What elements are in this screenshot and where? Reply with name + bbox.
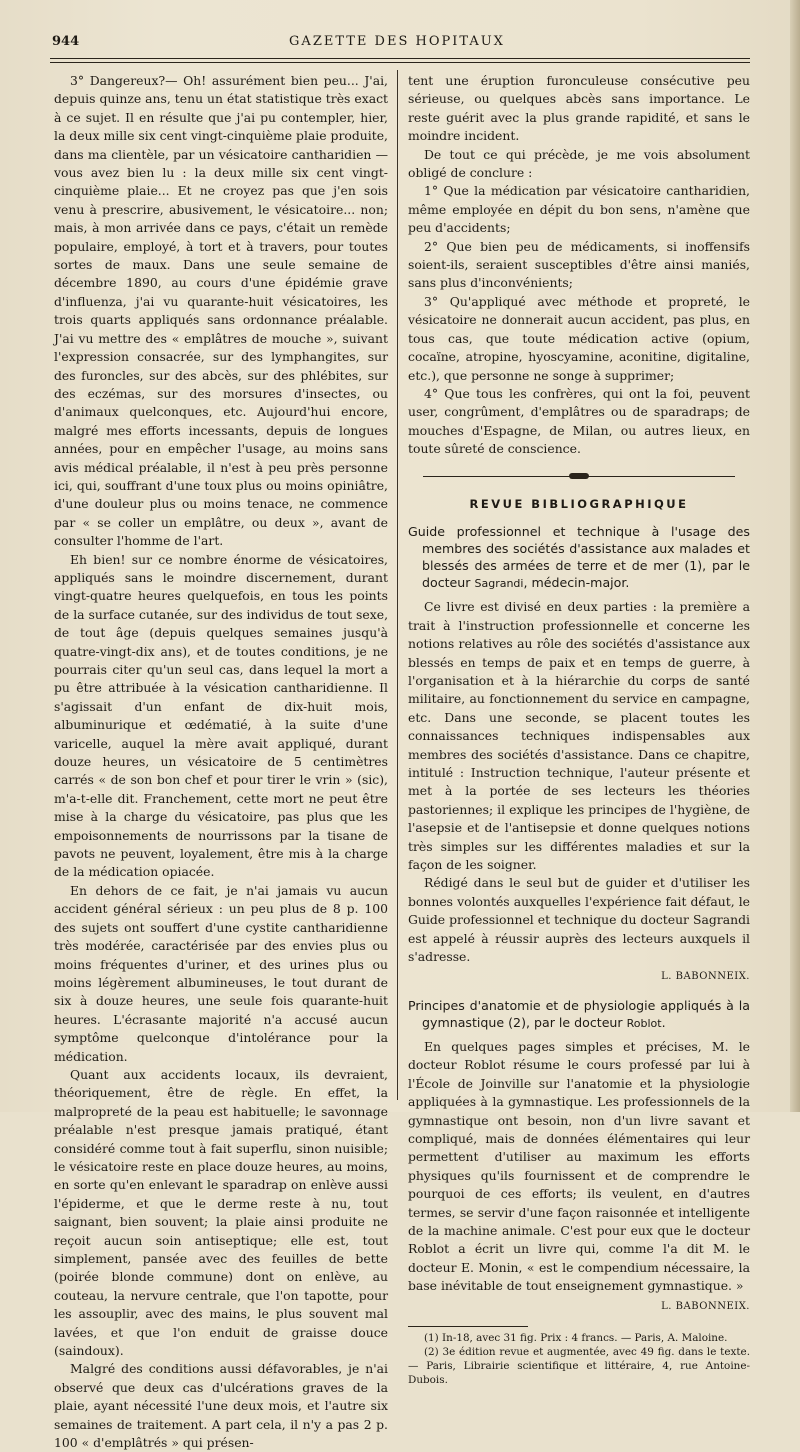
review-title-text: Guide professionnel et technique à l'usage des membres des sociétés d'assistance aux malades et blessés des armées de terre et de mer (1), par le docteur [408, 524, 750, 591]
section-title: REVUE BIBLIOGRAPHIQUE [469, 496, 689, 511]
paragraph: Rédigé dans le seul but de guider et d'utiliser les bonnes volontés auxquelles l'expérience fait défaut, le Guide professionnel et technique du docteur Sagrandi est appelé à réussir auprès des lecteurs auxquels il s'adresse. [408, 875, 750, 965]
page-header [52, 30, 742, 56]
header-rule [50, 58, 750, 59]
review-title-text: Principes d'anatomie et de physiologie appliqués à la gymnastique (2), par le docteur [408, 997, 750, 1030]
review-title-tail: , médecin-major. [523, 575, 630, 591]
journal-title: GAZETTE DES HOPITAUX [289, 34, 505, 49]
separator-line [585, 476, 735, 477]
conclusion-item: 3° Qu'appliqué avec méthode et propreté, le vésicatoire ne donnerait aucun accident, pas plus, en tous cas, que toute médication active (opium, cocaïne, atropine, hyoscyamine, aconitine, digitaline, etc.), que personne ne songe à supprimer; [408, 293, 750, 383]
conclusion-item: 2° Que bien peu de médicaments, si inoffensifs soient-ils, seraient susceptibles d'être ainsi maniés, sans plus d'inconvénients; [408, 238, 750, 291]
ornament-separator [408, 467, 750, 485]
review-title-tail: . [661, 1014, 666, 1030]
footnote: (2) 3e édition revue et augmentée, avec 49 fig. dans le texte. — Paris, Librairie scientifique et littéraire, 4, rue Antoine-Dubois. [408, 1345, 750, 1386]
review-author: Sagrandi [474, 577, 524, 591]
conclusion-item: 4° Que tous les confrères, qui ont la foi, peuvent user, congrûment, d'emplâtres ou de sparadraps; de mouches d'Espagne, de Milan, ou autres lieux, en toute sûreté de conscience. [408, 385, 750, 457]
page-number: 944 [52, 34, 80, 49]
paragraph: Ce livre est divisé en deux parties : la première a trait à l'instruction professionnelle et concerne les notions relatives au rôle des sociétés d'assistance aux blessés en temps de paix et en temps de guerre, à l'organisation et à la hiérarchie du corps de santé militaire, au fonctionnement du service en campagne, etc. Dans une seconde, se placent toutes les connaissances techniques indispensables aux membres des sociétés d'assistance. Dans ce chapitre, intitulé : Instruction technique, l'auteur présente et met à la portée de ses lecteurs les théories pastoriennes; il explique les principes de l'hygiène, de l'asepsie et de l'antisepsie et donne quelques notions très simples sur les différentes maladies et sur la façon de les soigner. [408, 599, 750, 873]
column-divider [397, 70, 398, 1100]
paragraph: En quelques pages simples et précises, M. le docteur Roblot résume le cours professé par lui à l'École de Joinville sur l'anatomie et la physiologie appliquées à la gymnastique. Les professionnels de la gymnastique ont besoin, non d'un livre savant et compliqué, mais de données élémentaires qui leur permettent d'utiliser au maximum les efforts physiques qu'ils fournissent et de comprendre le pourquoi de ces efforts; ils veulent, en d'autres termes, se servir d'une façon raisonnée et intelligente de la machine animale. C'est pour eux que le docteur Roblot a écrit un livre qui, comme l'a dit M. le docteur E. Monin, « est le compendium nécessaire, la base inévitable de tout enseignement gymnastique. » [408, 1038, 750, 1294]
footnote-rule [408, 1326, 528, 1327]
paragraph: 3° Dangereux?— Oh! assurément bien peu... J'ai, depuis quinze ans, tenu un état statistique très exact à ce sujet. Il en résulte que j'ai pu contempler, hier, la deux mille six cent vingt-cinquième plaie produite, dans ma clientèle, par un vésicatoire cantharidien — vous avez bien lu : la deux mille six cent vingt-cinquième plaie... Et ne croyez pas que j'en sois venu à prescrire, abusivement, le vésicatoire... non; mais, à mon arrivée dans ce pays, c'était un remède populaire, employé, à tort et à travers, pour toutes sortes de maux. Dans une seule semaine de décembre 1890, au cours d'une épidémie grave d'influenza, j'ai vu quarante-huit vésicatoires, les trois quarts appliqués sans ordonnance préalable. J'ai vu mettre des « emplâtres de mouche », suivant l'expression consacrée, sur des lymphangites, sur des furoncles, sur des abcès, sur des phlébites, sur des eczémas, sur des morsures d'insectes, ou d'animaux quelconques, etc. Aujourd'hui encore, malgré mes efforts incessants, depuis de longues années, pour en empêcher l'usage, au moins sans avis médical préalable, il n'est à peu près personne ici, qui, souffrant d'une toux plus ou moins opiniâtre, d'une douleur plus ou moins tenace, ne commence par « se coller un emplâtre, ou deux », avant de consulter l'homme de l'art. [54, 73, 388, 549]
paragraph: Eh bien! sur ce nombre énorme de vésicatoires, appliqués sans le moindre discernement, durant vingt-quatre heures quelquefois, en tous les points de la surface cutanée, sur des individus de tout sexe, de tout âge (depuis quelques semaines jusqu'à quatre-vingt-dix ans), et de toutes conditions, je ne pourrais citer qu'un seul cas, dans lequel la mort a pu être attribuée à la vésication cantharidienne. Il s'agissait d'un enfant de dix-huit mois, albuminurique et œdématié, à la suite d'une varicelle, auquel la mère avait appliqué, durant douze heures, un vésicatoire de 5 centimètres carrés « de son bon chef et pour tirer le vrin » (sic), m'a-t-elle dit. Franchement, cette mort ne peut être mise à la charge du vésicatoire, pas plus que les empoisonnements de nourrissons par la tisane de pavots ne peuvent, loyalement, être mis à la charge de la médication opiacée. [54, 551, 389, 880]
review-author: Roblot [626, 1016, 662, 1030]
footnote: (1) In-18, avec 31 fig. Prix : 4 francs. — Paris, A. Maloine. [424, 1331, 728, 1344]
paragraph: De tout ce qui précède, je me vois absolument obligé de conclure : [408, 146, 750, 181]
page-edge [790, 0, 800, 1112]
conclusion-item: 1° Que la médication par vésicatoire cantharidien, même employée en dépit du bon sens, n'amène que peu d'accidents; [408, 183, 750, 236]
paragraph: Quant aux accidents locaux, ils devraient, théoriquement, être de règle. En effet, la malpropreté de la peau est habituelle; le savonnage préalable n'est presque jamais pratiqué, étant considéré comme tout à fait superflu, sinon nuisible; le vésicatoire reste en place douze heures, au moins, en sorte qu'en enlevant le sparadrap on enlève aussi l'épiderme, et que le derme reste à nu, tout saignant, bien souvent; la plaie ainsi produite ne reçoit aucun soin antiseptique; elle est, tout simplement, pansée avec des feuilles de bette (poirée blonde commune) dont on enlève, au couteau, la nervure centrale, que l'on tapotte, pour les assouplir, avec des mains, le plus souvent mal lavées, et que l'on enduit de graisse douce (saindoux). [54, 1066, 388, 1359]
header-rule-thin [50, 62, 750, 63]
left-column [54, 72, 388, 1452]
signature: L. BABONNEIX. [661, 1300, 750, 1312]
paragraph: Malgré des conditions aussi défavorables, je n'ai observé que deux cas d'ulcérations graves de la plaie, ayant nécessité l'une deux mois, et l'autre six semaines de traitement. A part cela, il n'y a pas 2 p. 100 « d'emplâtrés » qui présen- [54, 1361, 388, 1451]
right-column [408, 72, 750, 1387]
signature: L. BABONNEIX. [661, 971, 750, 983]
paragraph: tent une éruption furonculeuse consécutive peu sérieuse, ou quelques abcès sans importance. Le reste guérit avec la plus grande rapidité, et sans le moindre incident. [408, 73, 750, 144]
separator-line [423, 476, 573, 477]
review-title [408, 997, 750, 1032]
paragraph: En dehors de ce fait, je n'ai jamais vu aucun accident général sérieux : un peu plus de 8 p. 100 des sujets ont souffert d'une cystite cantharidienne très modérée, caractérisée par des envies plus ou moins fréquentes d'uriner, et des urines plus ou moins légèrement albumineuses, le tout durant de six à douze heures, une seule fois quarante-huit heures. L'écrasante majorité n'a accusé aucun symptôme quelconque d'intolérance pour la médication. [54, 882, 388, 1064]
review-title [408, 523, 750, 592]
